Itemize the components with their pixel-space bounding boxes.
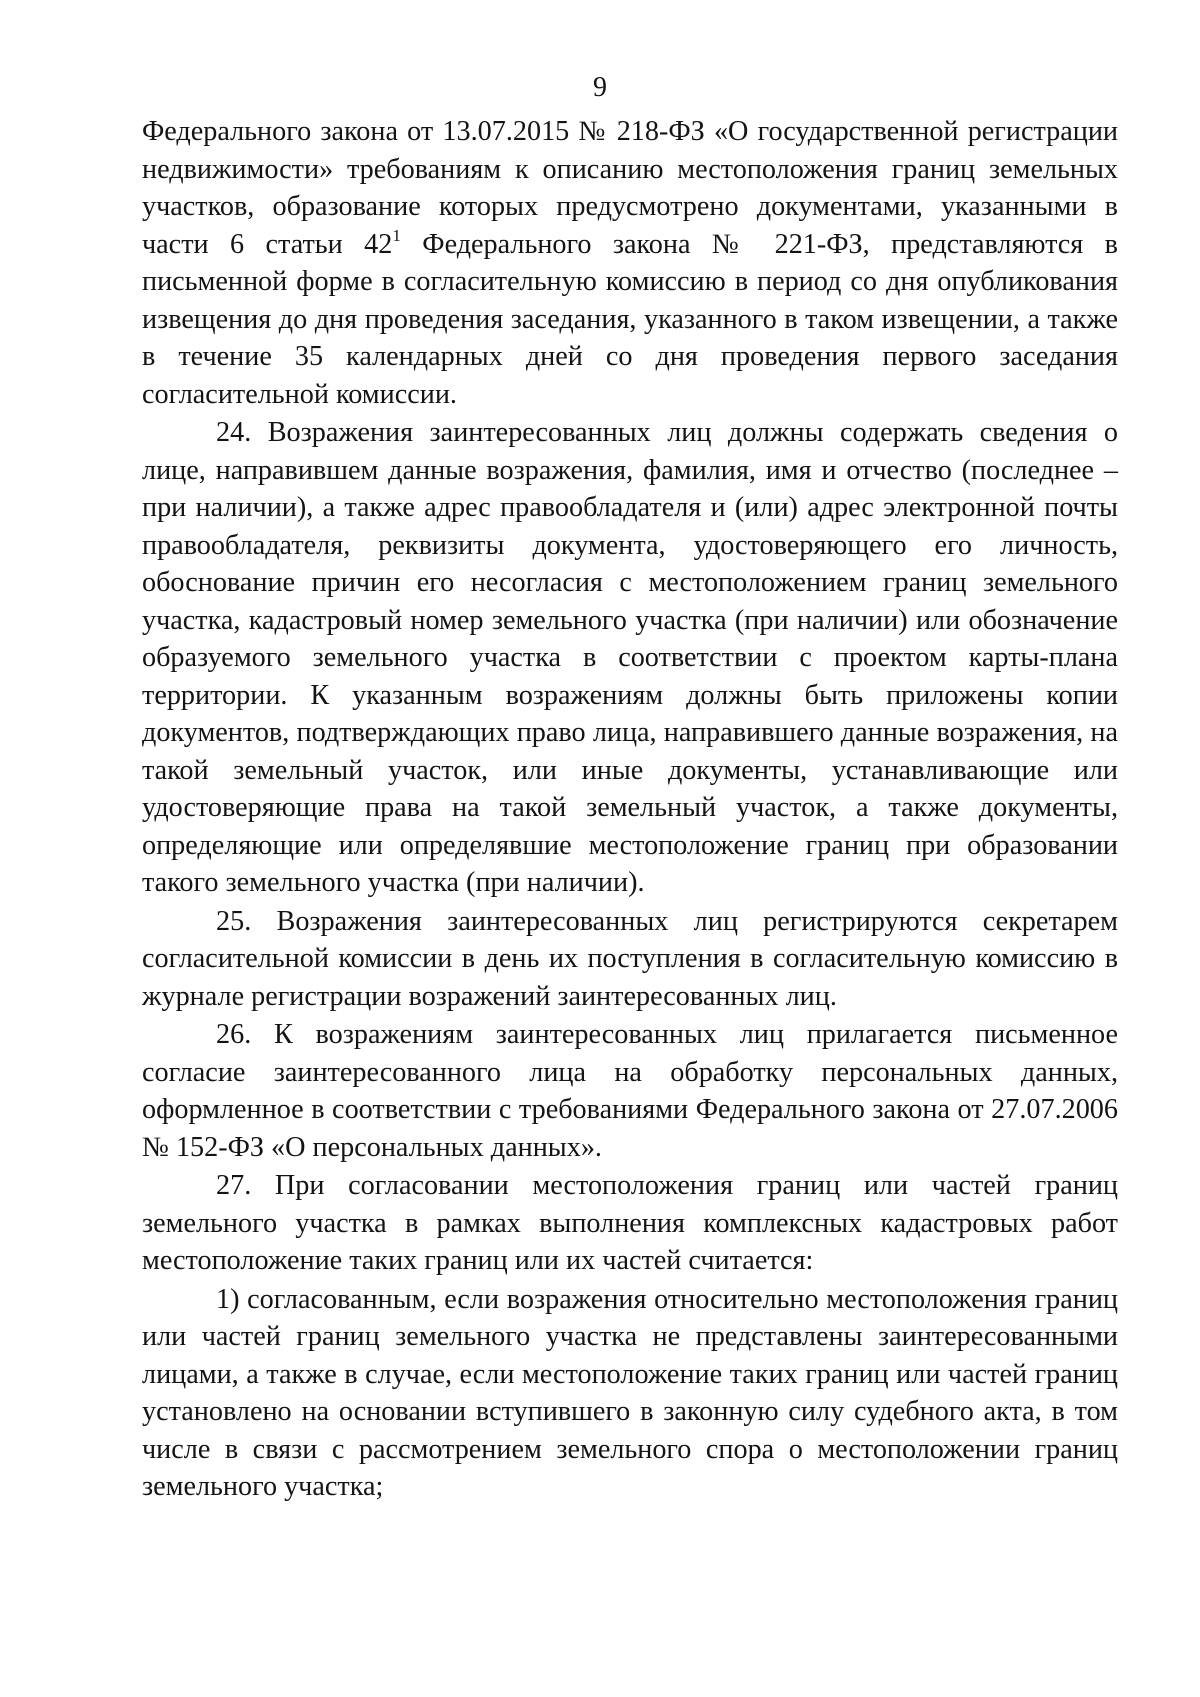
paragraph-text: Федерального закона от 13.07.2015 № 218-ФЗ «О государственной регистрации недвижимости» требованиям к описанию местоположения границ земельных участков, образование которых предусмотрено документами, указанными в части 6 статьи 42 — [142, 116, 1118, 260]
paragraph-text: Федерального закона № 221-ФЗ, представляются в письменной форме в согласительную комиссию в период со дня опубликования извещения до дня проведения заседания, указанного в таком извещении, а также в течение 35 календарных дней со дня проведения первого заседания согласительной комиссии. — [142, 228, 1118, 410]
paragraph-item-25: 25. Возражения заинтересованных лиц регистрируются секретарем согласительной комиссии в день их поступления в согласительную комиссию в журнале регистрации возражений заинтересованных лиц. — [142, 905, 1118, 1012]
paragraph-item-24: 24. Возражения заинтересованных лиц должны содержать сведения о лице, направившем данные возражения, фамилия, имя и отчество (последнее – при наличии), а также адрес правообладателя и (или) адрес электронной почты правообладателя, реквизиты документа, удостоверяющего его личность, обоснование причин его несогласия с местоположением границ земельного участка, кадастровый номер земельного участка (при наличии) или обозначение образуемого земельного участка в соответствии с проектом карты-плана территории. К указанным возражениям должны быть приложены копии документов, подтверждающих право лица, направившего данные возражения, на такой земельный участок, или иные документы, устанавливающие или удостоверяющие права на такой земельный участок, а также документы, определяющие или определявшие местоположение границ при образовании такого земельного участка (при наличии). — [142, 417, 1118, 898]
document-body — [142, 113, 1118, 1506]
paragraph-item-27-1: 1) согласованным, если возражения относительно местоположения границ или частей границ земельного участка не представлены заинтересованными лицами, а также в случае, если местоположение таких границ или частей границ установлено на основании вступившего в законную силу судебного акта, в том числе в связи с рассмотрением земельного спора о местоположении границ земельного участка; — [142, 1283, 1118, 1502]
superscript: 1 — [392, 225, 401, 245]
paragraph-item-27: 27. При согласовании местоположения границ или частей границ земельного участка в рамках выполнения комплексных кадастровых работ местоположение таких границ или их частей считается: — [142, 1170, 1118, 1276]
page-number: 9 — [593, 72, 607, 103]
paragraph-item-26: 26. К возражениям заинтересованных лиц прилагается письменное согласие заинтересованного лица на обработку персональных данных, оформленное в соответствии с требованиями Федерального закона от 27.07.2006 № 152-ФЗ «О персональных данных». — [142, 1019, 1118, 1163]
paragraph-continuation — [142, 113, 1118, 413]
